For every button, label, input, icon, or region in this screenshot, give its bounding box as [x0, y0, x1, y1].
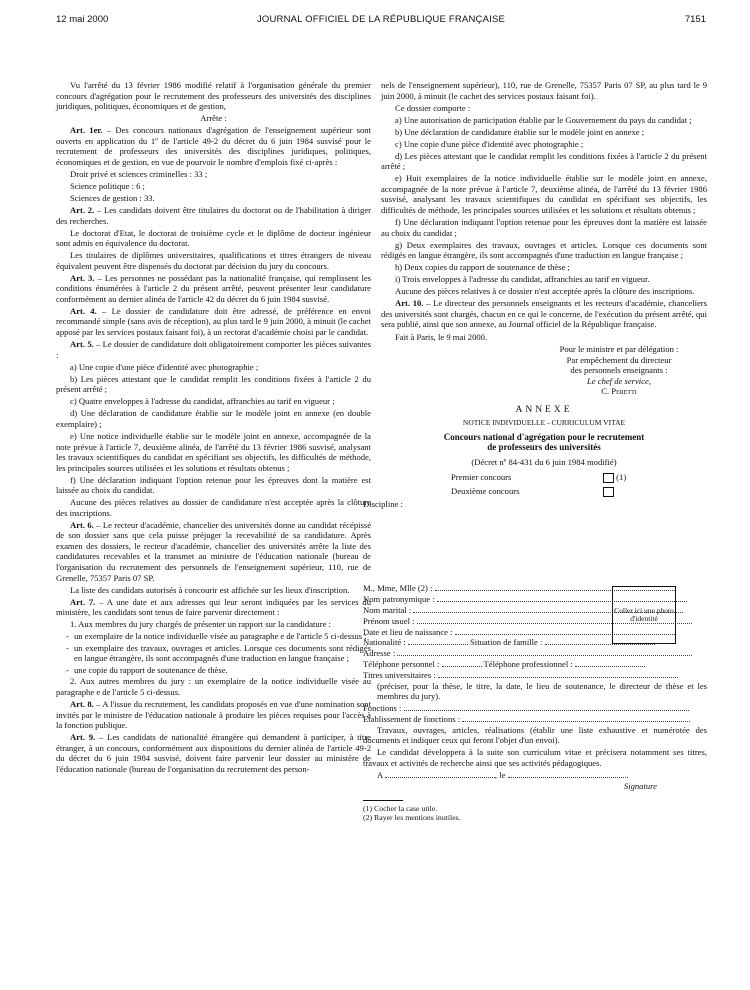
article-10: Art. 10. – Le directeur des personnels enseignants et les recteurs d'académie, chanceliers des universités sont chargés, chacun en ce qui le concerne, de l'exécution du présent arrêté, qui sera publié, ainsi que son annexe, au Journal officiel de la République française.	[381, 298, 708, 330]
list-item: - une copie du rapport de soutenance de thèse.	[66, 665, 371, 676]
header-date: 12 mai 2000	[56, 14, 109, 25]
notice-heading: NOTICE INDIVIDUELLE - CURRICULUM VITAE	[462, 418, 626, 428]
article-1: Art. 1er. – Des concours nationaux d'agrégation de l'enseignement supérieur sont ouverts en application du 1º de l'article 49-2 du décret du 6 juin 1984 susvisé pour le recrutement de professeurs des universités des disciplines juridiques, politiques, économiques et de gestion, en vue de pourvoir le nombre d'emplois fixé ci-après :	[56, 125, 371, 167]
list-item: - un exemplaire des travaux, ouvrages et articles. Lorsque ces documents sont rédigés en langue étrangère, ils sont accompagnés d'une traduction en langue française ;	[66, 643, 371, 664]
signature-line: des personnels enseignants :	[570, 365, 668, 376]
article-6-paragraph: La liste des candidats autorisés à concourir est affichée sur les lieux d'inscription.	[70, 584, 350, 595]
form-field-naissance[interactable]: Date et lieu de naissance :	[363, 627, 707, 638]
discipline-label: Discipline :	[363, 498, 403, 509]
form-field-nationalite[interactable]: Nationalité : Situation de famille :	[363, 637, 707, 648]
signature-line: Pour le ministre et par délégation :	[559, 344, 679, 355]
article-5-item: d) Une déclaration de candidature établie sur le modèle joint en annexe (en double exemplaire) ;	[56, 408, 371, 429]
list-item: - un exemplaire de la notice individuelle visée au paragraphe e de l'article 5 ci-dessus ;	[66, 631, 371, 642]
article-4: Art. 4. – Le dossier de candidature doit être adressé, de préférence en envoi recommandé simple (sans avis de réception), au plus tard le 9 juin 2000, à minuit (le cachet apposé par les services postaux faisant foi), à un rectorat d'académie choisi par le candidat.	[56, 305, 372, 338]
footnote-ref: (1)	[616, 471, 627, 482]
article-7-list	[56, 631, 371, 675]
article-5-item: e) Une notice individuelle établie sur le modèle joint en annexe, accompagnée de la note prévue à l'article 7, deuxième alinéa, de l'arrêté du 13 février 1986 susvisé, analysant les travaux scientifiques du candidat en spécifiant ses objectifs, les difficultés de méthode, les principales sources utilisées et les solutions et résultats obtenus ;	[56, 430, 371, 473]
article-5-item: a) Une copie d'une pièce d'identité avec photographie ;	[70, 361, 259, 372]
form-field-civilite[interactable]: M., Mme, Mlle (2) :	[363, 583, 707, 594]
form-field-fonctions[interactable]: Fonctions :	[363, 703, 707, 714]
article-2-paragraph: Le doctorat d'Etat, le doctorat de troisième cycle et le diplôme de docteur ingénieur sont admis en équivalence du doctorat.	[56, 227, 371, 249]
article-6: Art. 6. – Le recteur d'académie, chancelier des universités donne au candidat récépissé de son dossier sans que cela puisse préjuger la recevabilité de sa candidature. Après examen des dossiers, le recteur d'académie, chancelier des universités arrête la liste des candidatures recevables et la transmet au ministre de l'éducation nationale (bureau de l'organisation du recrutement des personnels de l'enseignement supérieur, 110, rue de Grenelle, 75357 Paris 07 SP.	[56, 519, 372, 583]
continuation-paragraph: nels de l'enseignement supérieur), 110, rue de Grenelle, 75357 Paris 07 SP, au plus tard le 9 juin 2000, à minuit (le cachet des services postaux faisant foi).	[381, 80, 707, 101]
concours-choice	[451, 472, 707, 497]
dossier-paragraph: Aucune des pièces relatives à ce dossier n'est acceptée après la clôture des inscriptions.	[395, 286, 695, 297]
decret-reference: (Décret nº 84-431 du 6 juin 1984 modifié)	[471, 457, 617, 467]
dossier-item: f) Une déclaration indiquant l'option retenue pour les épreuves dont la matière est laissée au choix du candidat ;	[381, 217, 707, 238]
footnotes	[363, 800, 707, 822]
article-7: Art. 7. – A une date et aux adresses qui leur seront indiquées par les services du ministère, les candidats sont tenus de faire parvenir directement :	[56, 596, 372, 618]
signature-line: Par empêchement du directeur	[566, 354, 672, 365]
arrete-heading: Arrête :	[200, 113, 227, 124]
header-title: JOURNAL OFFICIEL DE LA RÉPUBLIQUE FRANÇAISE	[256, 14, 506, 25]
premier-concours-label: Premier concours	[451, 471, 512, 482]
photo-box[interactable]: Coller ici une photo d'identité	[612, 586, 676, 644]
premier-concours-checkbox[interactable]	[603, 473, 614, 483]
article-9: Art. 9. – Les candidats de nationalité étrangère qui demandent à participer, à titre étranger, à un concours, conformément aux dispositions du dernier alinéa de l'article 49-2 du décret du 6 juin 1984 susvisé, doivent faire parvenir leur dossier au ministère de l'éducation nationale (bureau de l'organisation du recrutement des person-	[56, 732, 372, 774]
dossier-item: e) Huit exemplaires de la notice individuelle établie sur le modèle joint en annexe, accompagnée de la note prévue à l'article 7, deuxième alinéa, de l'arrêté du 13 février 1986 susvisé, analysant les travaux scientifiques du candidat en spécifiant ses objectifs, les difficultés de méthode, les principales sources utilisées et les solutions et résultats obtenus ;	[381, 173, 707, 216]
article-5-paragraph: Aucune des pièces relatives au dossier de candidature n'est acceptée après la clôture des inscriptions.	[56, 497, 371, 518]
signature-line: Le chef de service,	[587, 375, 651, 386]
right-column	[363, 80, 708, 822]
signatory-name: C. Peretti	[601, 386, 637, 397]
concours-title-line: Concours national d'agrégation pour le recrutement	[443, 431, 645, 442]
concours-title	[381, 432, 707, 453]
form-field-lieu-date[interactable]: A , le	[363, 770, 707, 781]
form-field-nom-patronymique[interactable]: Nom patronymique :	[363, 594, 707, 605]
article-1-item: Sciences de gestion : 33.	[70, 192, 155, 203]
header-page-number: 7151	[684, 14, 706, 25]
titres-instructions: (préciser, pour la thèse, le titre, la date, le lieu de soutenance, le directeur de thèse et les membres du jury).	[377, 680, 707, 702]
article-5: Art. 5. – Le dossier de candidature doit obligatoirement comporter les pièces suivantes :	[56, 339, 372, 360]
dossier-item: a) Une autorisation de participation établie par le Gouvernement du pays du candidat ;	[395, 114, 692, 125]
form-field-prenom[interactable]: Prénom usuel :	[363, 616, 707, 627]
dossier-item: i) Trois enveloppes à l'adresse du candidat, affranchies au tarif en vigueur.	[395, 274, 650, 285]
article-5-item: b) Les pièces attestant que le candidat remplit les conditions fixées à l'article 2 du présent arrêté ;	[56, 373, 371, 395]
fait-a-paris: Fait à Paris, le 9 mai 2000.	[395, 331, 488, 342]
signature-label: Signature	[623, 781, 657, 792]
footnote-2: (2) Rayer les mentions inutiles.	[363, 812, 461, 822]
candidat-instructions: Le candidat développera à la suite son curriculum vitae et précisera notamment ses titres, travaux et activités de recherche ainsi que ses activités pédagogiques.	[363, 747, 707, 768]
dossier-intro: Ce dossier comporte :	[395, 102, 471, 113]
dossier-item: d) Les pièces attestant que le candidat remplit les conditions fixées à l'article 2 du présent arrêté ;	[381, 150, 707, 172]
form-field-etablissement[interactable]: Etablissement de fonctions :	[363, 714, 707, 725]
dossier-item: g) Deux exemplaires des travaux, ouvrages et articles. Lorsque ces documents sont rédigés en langue étrangère, ils sont accompagnés d'une traduction en langue française ;	[381, 239, 707, 261]
article-5-item: f) Une déclaration indiquant l'option retenue pour les épreuves dont la matière est laissée au choix du candidat.	[56, 474, 371, 496]
article-7-point-2: 2. Aux autres membres du jury : un exemplaire de la notice individuelle visée au paragraphe e de l'article 5 ci-dessus.	[56, 676, 371, 698]
left-column	[56, 80, 371, 776]
deuxieme-concours-label: Deuxième concours	[451, 485, 520, 496]
article-7-point-1: 1. Aux membres du jury chargés de présenter un rapport sur la candidature :	[70, 619, 331, 630]
deuxieme-concours-checkbox[interactable]	[603, 487, 614, 497]
intro-paragraph: Vu l'arrêté du 13 février 1986 modifié relatif à l'organisation générale du premier concours d'agrégation pour le recrutement des professeurs des universités des disciplines juridiques, politiques, économiques et de gestion,	[56, 80, 371, 112]
form-field-titres[interactable]: Titres universitaires :	[363, 670, 707, 681]
annexe-heading: ANNEXE	[515, 404, 573, 415]
article-8: Art. 8. – A l'issue du recrutement, les candidats proposés en vue d'une nomination sont invités par le ministre de l'éducation nationale à produire les pièces requises pour l'accès à la fonction publique.	[56, 699, 371, 731]
article-1-item: Droit privé et sciences criminelles : 33 ;	[70, 168, 208, 179]
article-2: Art. 2. – Les candidats doivent être titulaires du doctorat ou de l'habilitation à diriger des recherches.	[56, 205, 371, 226]
dossier-item: b) Une déclaration de candidature établie sur le modèle joint en annexe ;	[395, 126, 645, 137]
form-field-nom-marital[interactable]: Nom marital :	[363, 605, 707, 616]
travaux-instructions: Travaux, ouvrages, articles, réalisations (établir une liste exhaustive et numérotée des documents et indiquer ceux qui feront l'objet d'un envoi).	[363, 724, 707, 746]
dossier-item: h) Deux copies du rapport de soutenance de thèse ;	[395, 262, 570, 273]
signature-block	[531, 344, 707, 397]
footnote-1: (1) Cocher la case utile.	[363, 803, 438, 813]
article-1-item: Science politique : 6 ;	[70, 180, 145, 191]
form-field-telephone[interactable]: Téléphone personnel : Téléphone professionnel :	[363, 659, 707, 670]
article-5-item: c) Quatre enveloppes à l'adresse du candidat, affranchies au tarif en vigueur ;	[70, 396, 335, 407]
article-3: Art. 3. – Les personnes ne possédant pas la nationalité française, qui remplissent les conditions énumérées à l'article 2 du présent arrêté, peuvent présenter leur candidature conformément au dernier alinéa de l'article 42 du décret du 6 juin 1984 susvisé.	[56, 272, 372, 304]
dossier-item: c) Une copie d'une pièce d'identité avec photographie ;	[395, 138, 584, 149]
concours-title-line: de professeurs des universités	[487, 442, 601, 453]
page-header	[56, 14, 706, 30]
footnote-rule	[363, 800, 403, 801]
form-field-adresse[interactable]: Adresse :	[363, 648, 707, 659]
article-2-paragraph: Les titulaires de diplômes universitaires, qualifications et titres étrangers de niveau équivalent peuvent être dispensés du doctorat par décision du jury du concours.	[56, 250, 371, 271]
